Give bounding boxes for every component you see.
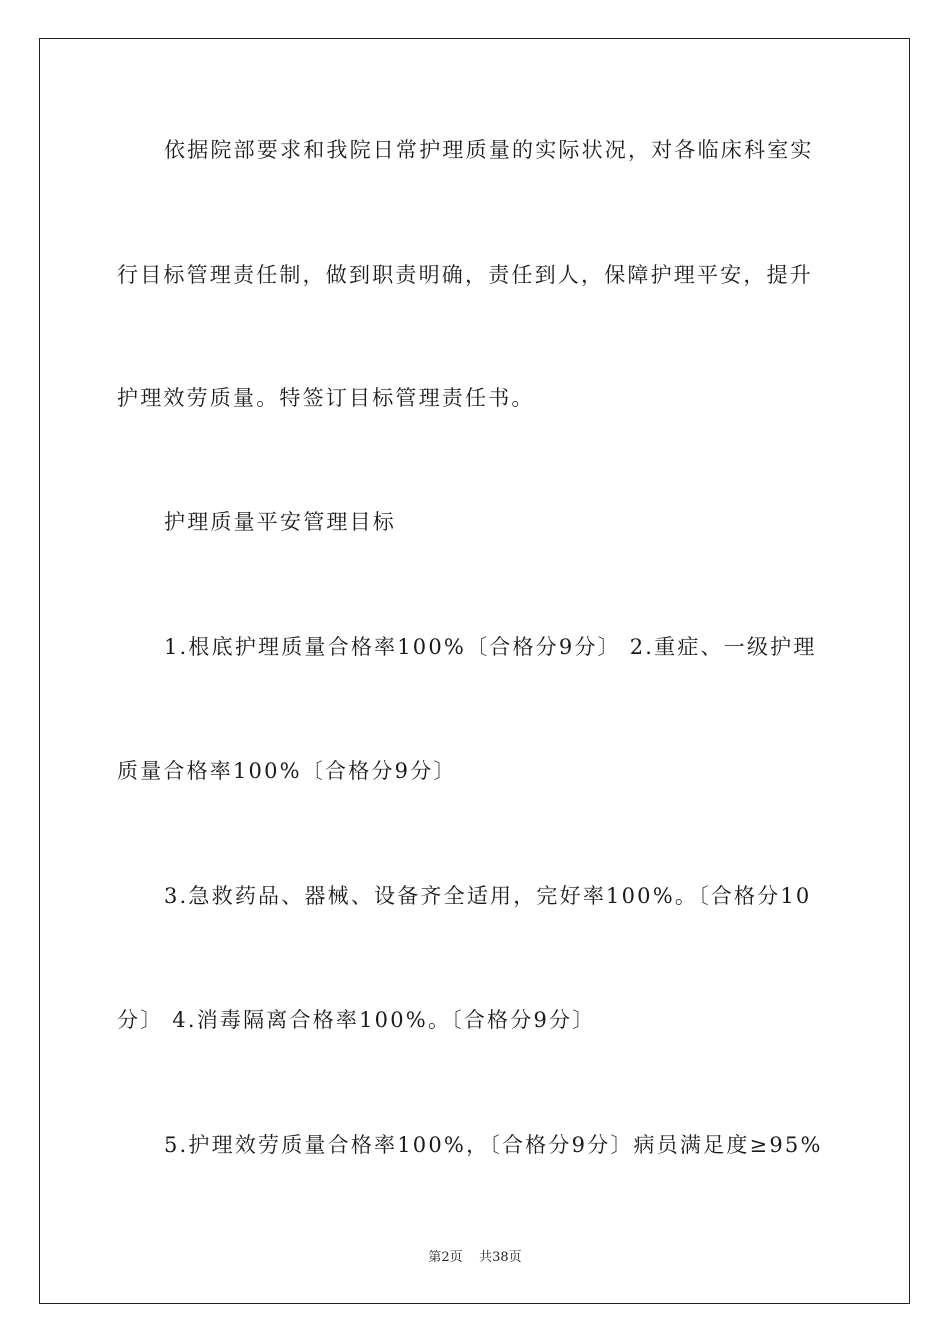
goal-item-line-5: 5.护理效劳质量合格率100%，〔合格分9分〕病员满足度≥95% (164, 1133, 823, 1157)
body-paragraph-line-1: 依据院部要求和我院日常护理质量的实际状况，对各临床科室实 (164, 138, 814, 162)
page-number-footer: 第2页 共38页 (428, 1250, 522, 1265)
goal-item-line-4: 分〕 4.消毒隔离合格率100%。〔合格分9分〕 (117, 1008, 596, 1032)
body-paragraph-line-2: 行目标管理责任制，做到职责明确，责任到人，保障护理平安，提升 (117, 263, 813, 287)
goal-item-line-2: 质量合格率100%〔合格分9分〕 (117, 759, 457, 783)
body-paragraph-line-3: 护理效劳质量。特签订目标管理责任书。 (117, 386, 535, 410)
goal-item-line-3: 3.急救药品、器械、设备齐全适用，完好率100%。〔合格分10 (164, 884, 812, 908)
page-border (39, 38, 910, 1304)
goal-item-line-1: 1.根底护理质量合格率100%〔合格分9分〕 2.重症、一级护理 (164, 635, 817, 659)
section-heading: 护理质量平安管理目标 (164, 510, 396, 534)
